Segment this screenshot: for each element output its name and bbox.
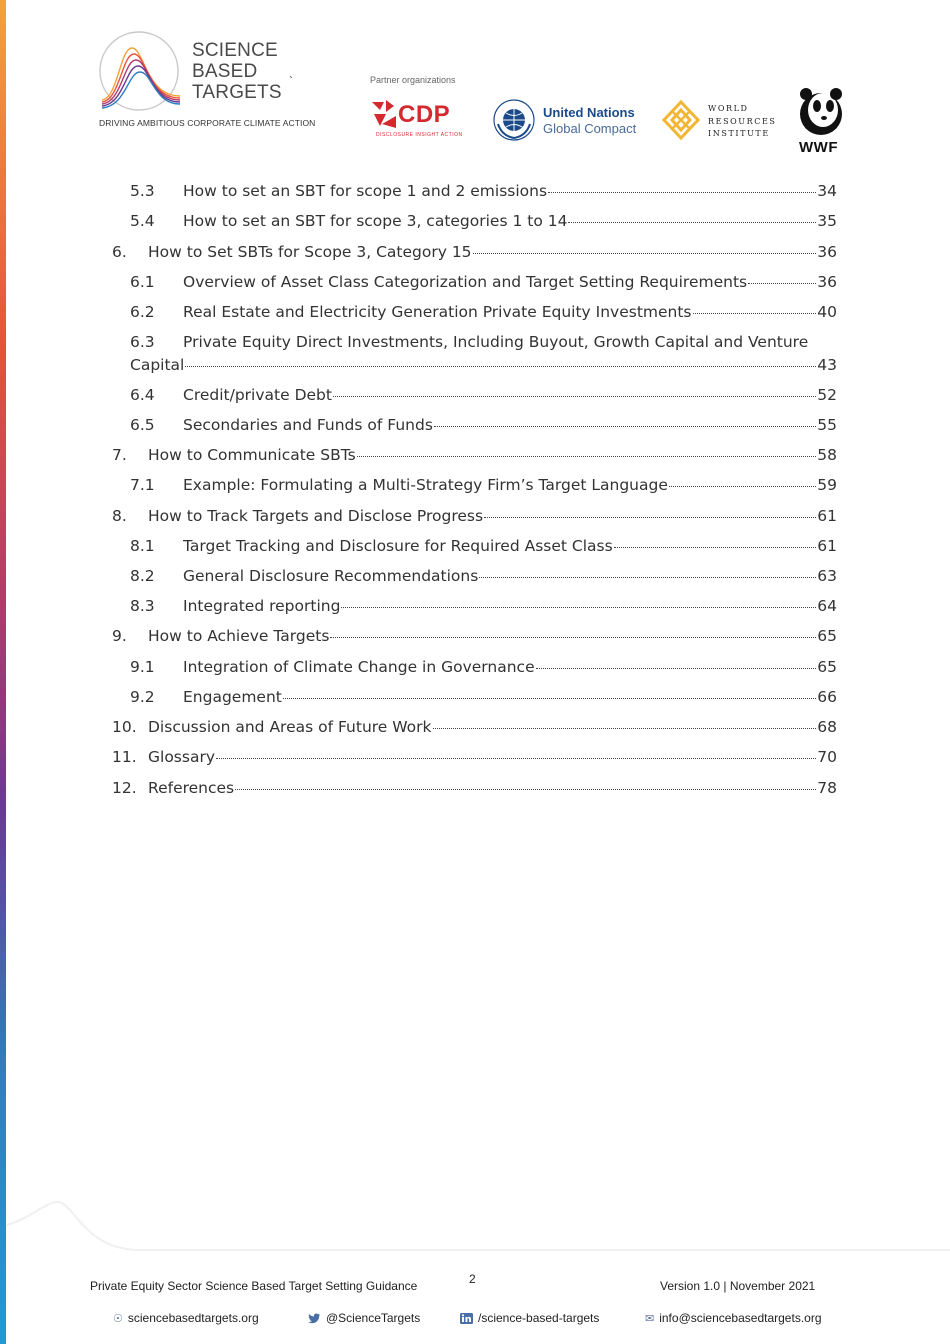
toc-entry[interactable]: 5.4 How to set an SBT for scope 3, categories 1 to 14 35: [130, 212, 837, 230]
globe-icon: ☉: [113, 1312, 123, 1325]
dot-leader: [536, 668, 817, 669]
un-globe-icon: [492, 98, 536, 142]
toc-entry[interactable]: 8.3 Integrated reporting 64: [130, 597, 837, 615]
un-title: United Nations: [543, 105, 635, 120]
side-gradient-bar: [0, 0, 6, 1344]
un-subtitle: Global Compact: [543, 121, 637, 136]
dot-leader: [484, 517, 816, 518]
footer-wave-decoration: [0, 1195, 950, 1275]
sbt-brand-name: SCIENCE BASED TARGETS: [192, 40, 282, 103]
toc-entry[interactable]: 9. How to Achieve Targets 65: [112, 627, 837, 645]
toc-entry[interactable]: 6.4 Credit/private Debt 52: [130, 386, 837, 404]
dot-leader: [216, 758, 816, 759]
toc-entry[interactable]: 9.1 Integration of Climate Change in Governance 65: [130, 658, 837, 676]
wwf-panda-icon: [796, 86, 846, 136]
dot-leader: [341, 607, 816, 608]
toc-entry[interactable]: 6.5 Secondaries and Funds of Funds 55: [130, 416, 837, 434]
dot-leader: [748, 283, 816, 284]
footer-linkedin-link[interactable]: /science-based-targets: [460, 1311, 599, 1325]
linkedin-icon: [460, 1313, 473, 1324]
dot-leader: [614, 547, 817, 548]
dot-leader: [283, 698, 816, 699]
toc-entry[interactable]: 12. References 78: [112, 779, 837, 797]
cdp-name: CDP: [398, 101, 451, 128]
dot-leader: [479, 577, 816, 578]
dot-leader: [693, 313, 817, 314]
sbt-tagline: DRIVING AMBITIOUS CORPORATE CLIMATE ACTION: [99, 118, 316, 128]
wri-name: WORLD RESOURCES INSTITUTE: [708, 104, 777, 138]
toc-entry[interactable]: 6. How to Set SBTs for Scope 3, Category 15 36: [112, 243, 837, 261]
toc-entry[interactable]: 9.2 Engagement 66: [130, 688, 837, 706]
twitter-icon: [308, 1313, 321, 1324]
dot-leader: [357, 456, 817, 457]
wri-knot-icon: [662, 100, 700, 140]
toc-entry[interactable]: 8.2 General Disclosure Recommendations 63: [130, 567, 837, 585]
dot-leader: [669, 486, 816, 487]
stray-mark: `: [289, 74, 293, 88]
wwf-name: WWF: [799, 139, 838, 156]
toc-entry-continuation[interactable]: Capital 43: [130, 356, 837, 374]
footer-doc-title: Private Equity Sector Science Based Target Setting Guidance: [90, 1279, 418, 1293]
footer-version: Version 1.0 | November 2021: [660, 1279, 816, 1293]
footer-website-link[interactable]: ☉ sciencebasedtargets.org: [113, 1311, 259, 1325]
toc-entry[interactable]: 11. Glossary 70: [112, 748, 837, 766]
toc-entry[interactable]: 5.3 How to set an SBT for scope 1 and 2 emissions 34: [130, 182, 837, 200]
dot-leader: [434, 426, 816, 427]
toc-entry[interactable]: 8. How to Track Targets and Disclose Progress 61: [112, 507, 837, 525]
footer-email-link[interactable]: ✉ info@sciencebasedtargets.org: [645, 1311, 822, 1325]
dot-leader: [568, 222, 816, 223]
dot-leader: [473, 253, 817, 254]
dot-leader: [185, 366, 816, 367]
partner-label: Partner organizations: [370, 75, 456, 85]
cdp-tagline: DISCLOSURE INSIGHT ACTION: [376, 132, 463, 138]
toc-entry[interactable]: 10. Discussion and Areas of Future Work 68: [112, 718, 837, 736]
footer-page-number: 2: [469, 1272, 476, 1286]
toc-entry[interactable]: 7.1 Example: Formulating a Multi-Strategy Firm’s Target Language 59: [130, 476, 837, 494]
toc-entry[interactable]: 7. How to Communicate SBTs 58: [112, 446, 837, 464]
dot-leader: [333, 396, 816, 397]
toc-entry[interactable]: 8.1 Target Tracking and Disclosure for Required Asset Class 61: [130, 537, 837, 555]
dot-leader: [433, 728, 817, 729]
footer-twitter-link[interactable]: @ScienceTargets: [308, 1311, 420, 1325]
dot-leader: [548, 192, 816, 193]
toc-entry[interactable]: 6.1 Overview of Asset Class Categorization and Target Setting Requirements 36: [130, 273, 837, 291]
dot-leader: [235, 789, 816, 790]
envelope-icon: ✉: [645, 1312, 655, 1325]
dot-leader: [330, 637, 816, 638]
toc-entry[interactable]: 6.3 Private Equity Direct Investments, Including Buyout, Growth Capital and Venture: [130, 333, 809, 351]
toc-entry[interactable]: 6.2 Real Estate and Electricity Generation Private Equity Investments 40: [130, 303, 837, 321]
